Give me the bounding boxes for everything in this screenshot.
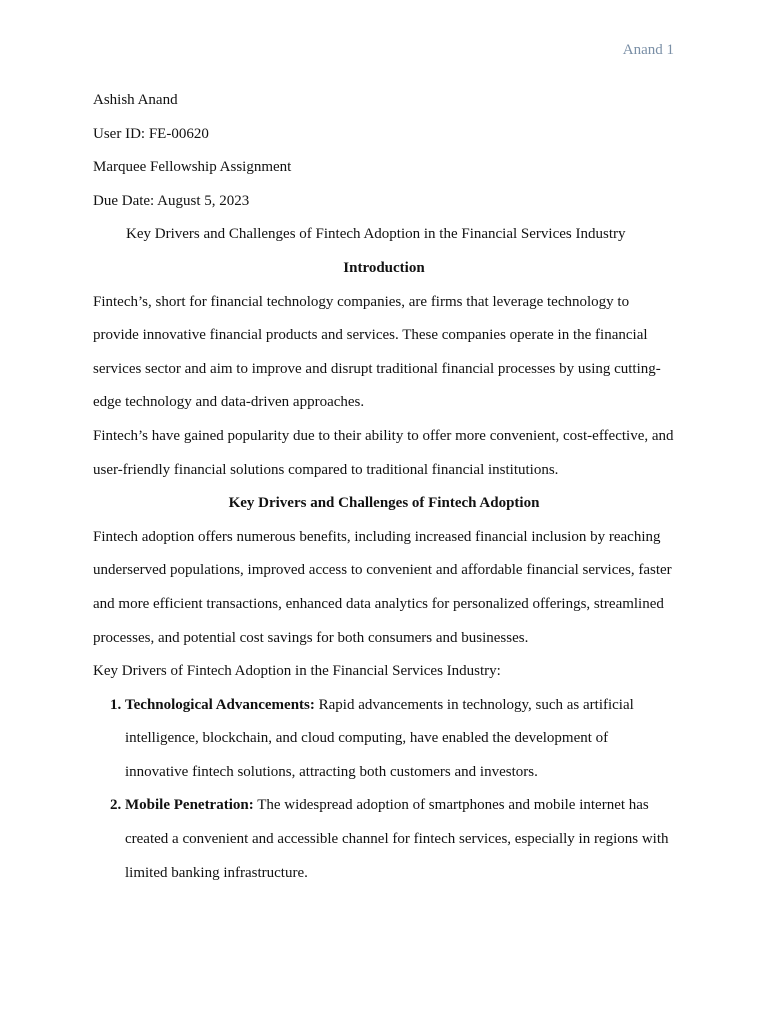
introduction-paragraph-2: Fintech’s have gained popularity due to their ability to offer more convenient, cost-effective, and user-friendly financial solutions compared to traditional financial institutions. (93, 427, 674, 478)
list-item (125, 789, 675, 890)
author-name: Ashish Anand (93, 92, 178, 108)
drivers-list-intro: Key Drivers of Fintech Adoption in the Financial Services Industry: (93, 663, 501, 680)
list-item (125, 689, 675, 790)
list-item-text: Rapid advancements in technology, such as artificial intelligence, blockchain, and cloud computing, have enabled the development of innovative fintech solutions, attracting both customers and investors. (125, 696, 634, 780)
page-header-label: Anand 1 (622, 42, 674, 58)
assignment-name: Marquee Fellowship Assignment (93, 159, 292, 176)
document-body (93, 84, 675, 890)
list-item-term: Technological Advancements: (125, 696, 315, 713)
drivers-heading: Key Drivers and Challenges of Fintech Adoption (228, 495, 540, 512)
introduction-paragraph-1: Fintech’s, short for financial technology companies, are firms that leverage technology to provide innovative financial products and services. These companies operate in the financial services sector and aim to improve and disrupt traditional financial processes by using cutting-edge technology and data-driven approaches. (93, 293, 661, 411)
introduction-heading: Introduction (343, 259, 425, 276)
drivers-paragraph-1: Fintech adoption offers numerous benefits, including increased financial inclusion by reaching underserved populations, improved access to convenient and affordable financial services, faster and more efficient transactions, enhanced data analytics for personalized offerings, streamlined processes, and potential cost savings for both consumers and businesses. (93, 528, 672, 646)
document-title: Key Drivers and Challenges of Fintech Adoption in the Financial Services Industry (126, 226, 626, 243)
drivers-list (93, 689, 675, 891)
due-date: Due Date: August 5, 2023 (93, 192, 250, 209)
list-item-text: The widespread adoption of smartphones and mobile internet has created a convenient and accessible channel for fintech services, especially in regions with limited banking infrastructure. (125, 797, 669, 881)
user-id: User ID: FE-00620 (93, 125, 209, 142)
list-item-term: Mobile Penetration: (125, 797, 254, 814)
